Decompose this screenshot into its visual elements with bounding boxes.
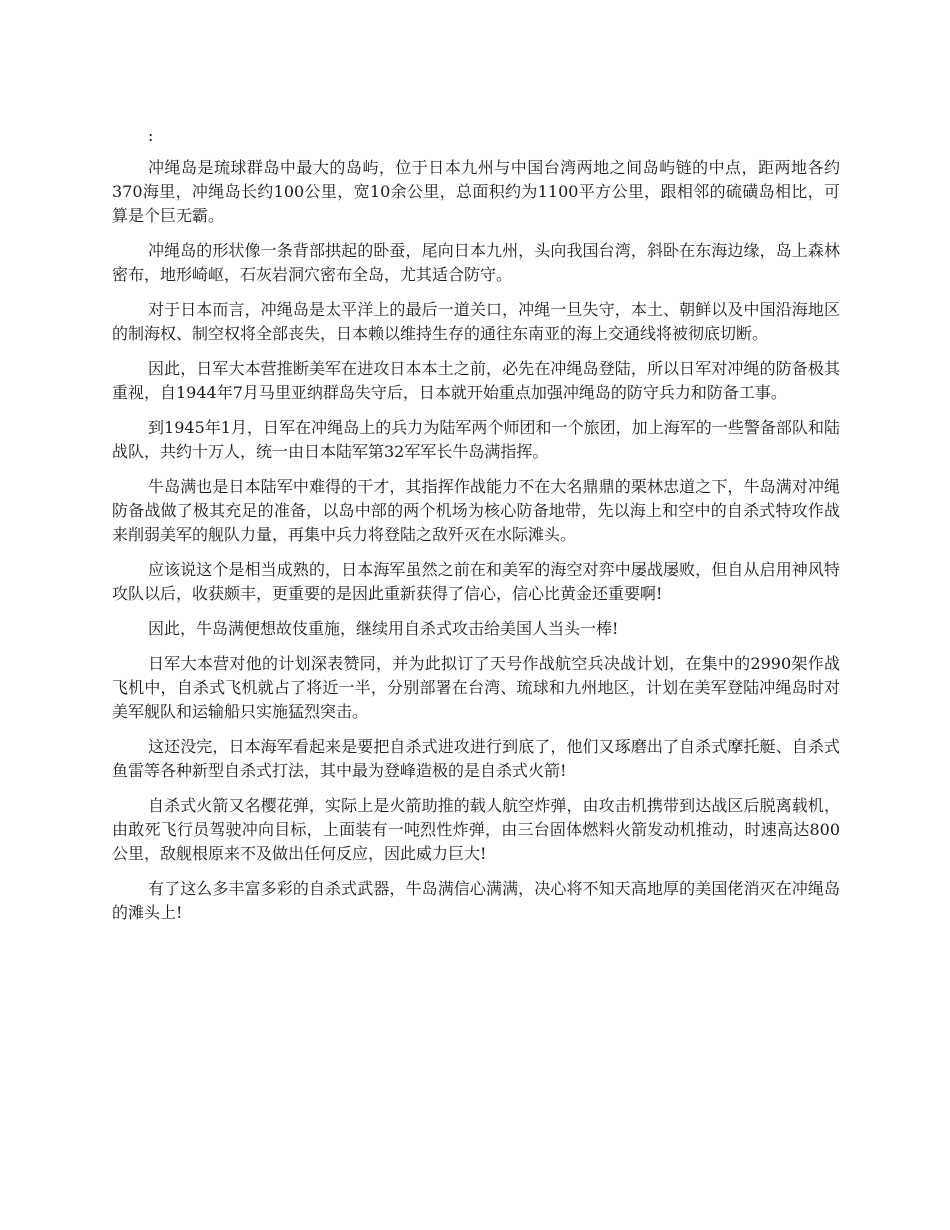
paragraph: 日军大本营对他的计划深表赞同，并为此拟订了天号作战航空兵决战计划，在集中的2990架作战飞机中，自杀式飞机就占了将近一半，分别部署在台湾、琉球和九州地区，计划在美军登陆冲绳岛时对美军舰队和运输船只实施猛烈突击。 bbox=[112, 654, 840, 721]
paragraph: 冲绳岛的形状像一条背部拱起的卧蚕，尾向日本九州，头向我国台湾，斜卧在东海边缘，岛上森林密布，地形崎岖，石灰岩洞穴密布全岛，尤其适合防守。 bbox=[112, 241, 840, 284]
paragraph: 因此，日军大本营推断美军在进攻日本本土之前，必先在冲绳岛登陆，所以日军对冲绳的防备极其重视，自1944年7月马里亚纳群岛失守后，日本就开始重点加强冲绳岛的防守兵力和防备工事。 bbox=[112, 359, 840, 402]
lead-mark: : bbox=[148, 126, 154, 145]
paragraph: 自杀式火箭又名樱花弹，实际上是火箭助推的载人航空炸弹，由攻击机携带到达战区后脱离载机，由敢死飞行员驾驶冲向目标，上面装有一吨烈性炸弹，由三台固体燃料火箭发动机推动，时速高达800公里，敌舰根原来不及做出任何反应，因此威力巨大! bbox=[112, 796, 840, 863]
paragraph: 牛岛满也是日本陆军中难得的干才，其指挥作战能力不在大名鼎鼎的栗林忠道之下，牛岛满对冲绳防备战做了极其充足的准备，以岛中部的两个机场为核心防备地带，先以海上和空中的自杀式特攻作战来削弱美军的舰队力量，再集中兵力将登陆之敌歼灭在水际滩头。 bbox=[112, 477, 840, 544]
paragraph: 应该说这个是相当成熟的，日本海军虽然之前在和美军的海空对弈中屡战屡败，但自从启用神风特攻队以后，收获颇丰，更重要的是因此重新获得了信心，信心比黄金还重要啊! bbox=[112, 560, 840, 603]
paragraph: 有了这么多丰富多彩的自杀式武器，牛岛满信心满满，决心将不知天高地厚的美国佬消灭在冲绳岛的滩头上! bbox=[112, 879, 840, 922]
paragraph: 这还没完，日本海军看起来是要把自杀式进攻进行到底了，他们又琢磨出了自杀式摩托艇、自杀式鱼雷等各种新型自杀式打法，其中最为登峰造极的是自杀式火箭! bbox=[112, 737, 840, 780]
paragraph: 对于日本而言，冲绳岛是太平洋上的最后一道关口，冲绳一旦失守，本土、朝鲜以及中国沿海地区的制海权、制空权将全部丧失，日本赖以维持生存的通往东南亚的海上交通线将被彻底切断。 bbox=[112, 300, 840, 343]
paragraph: 到1945年1月，日军在冲绳岛上的兵力为陆军两个师团和一个旅团，加上海军的一些警备部队和陆战队，共约十万人，统一由日本陆军第32军军长牛岛满指挥。 bbox=[112, 418, 840, 461]
article-body bbox=[112, 124, 840, 936]
paragraph: 因此，牛岛满便想故伎重施，继续用自杀式攻击给美国人当头一棒! bbox=[148, 619, 619, 638]
paragraph: 冲绳岛是琉球群岛中最大的岛屿，位于日本九州与中国台湾两地之间岛屿链的中点，距两地各约370海里，冲绳岛长约100公里，宽10余公里，总面积约为1100平方公里，跟相邻的硫磺岛相比，可算是个巨无霸。 bbox=[112, 158, 840, 225]
